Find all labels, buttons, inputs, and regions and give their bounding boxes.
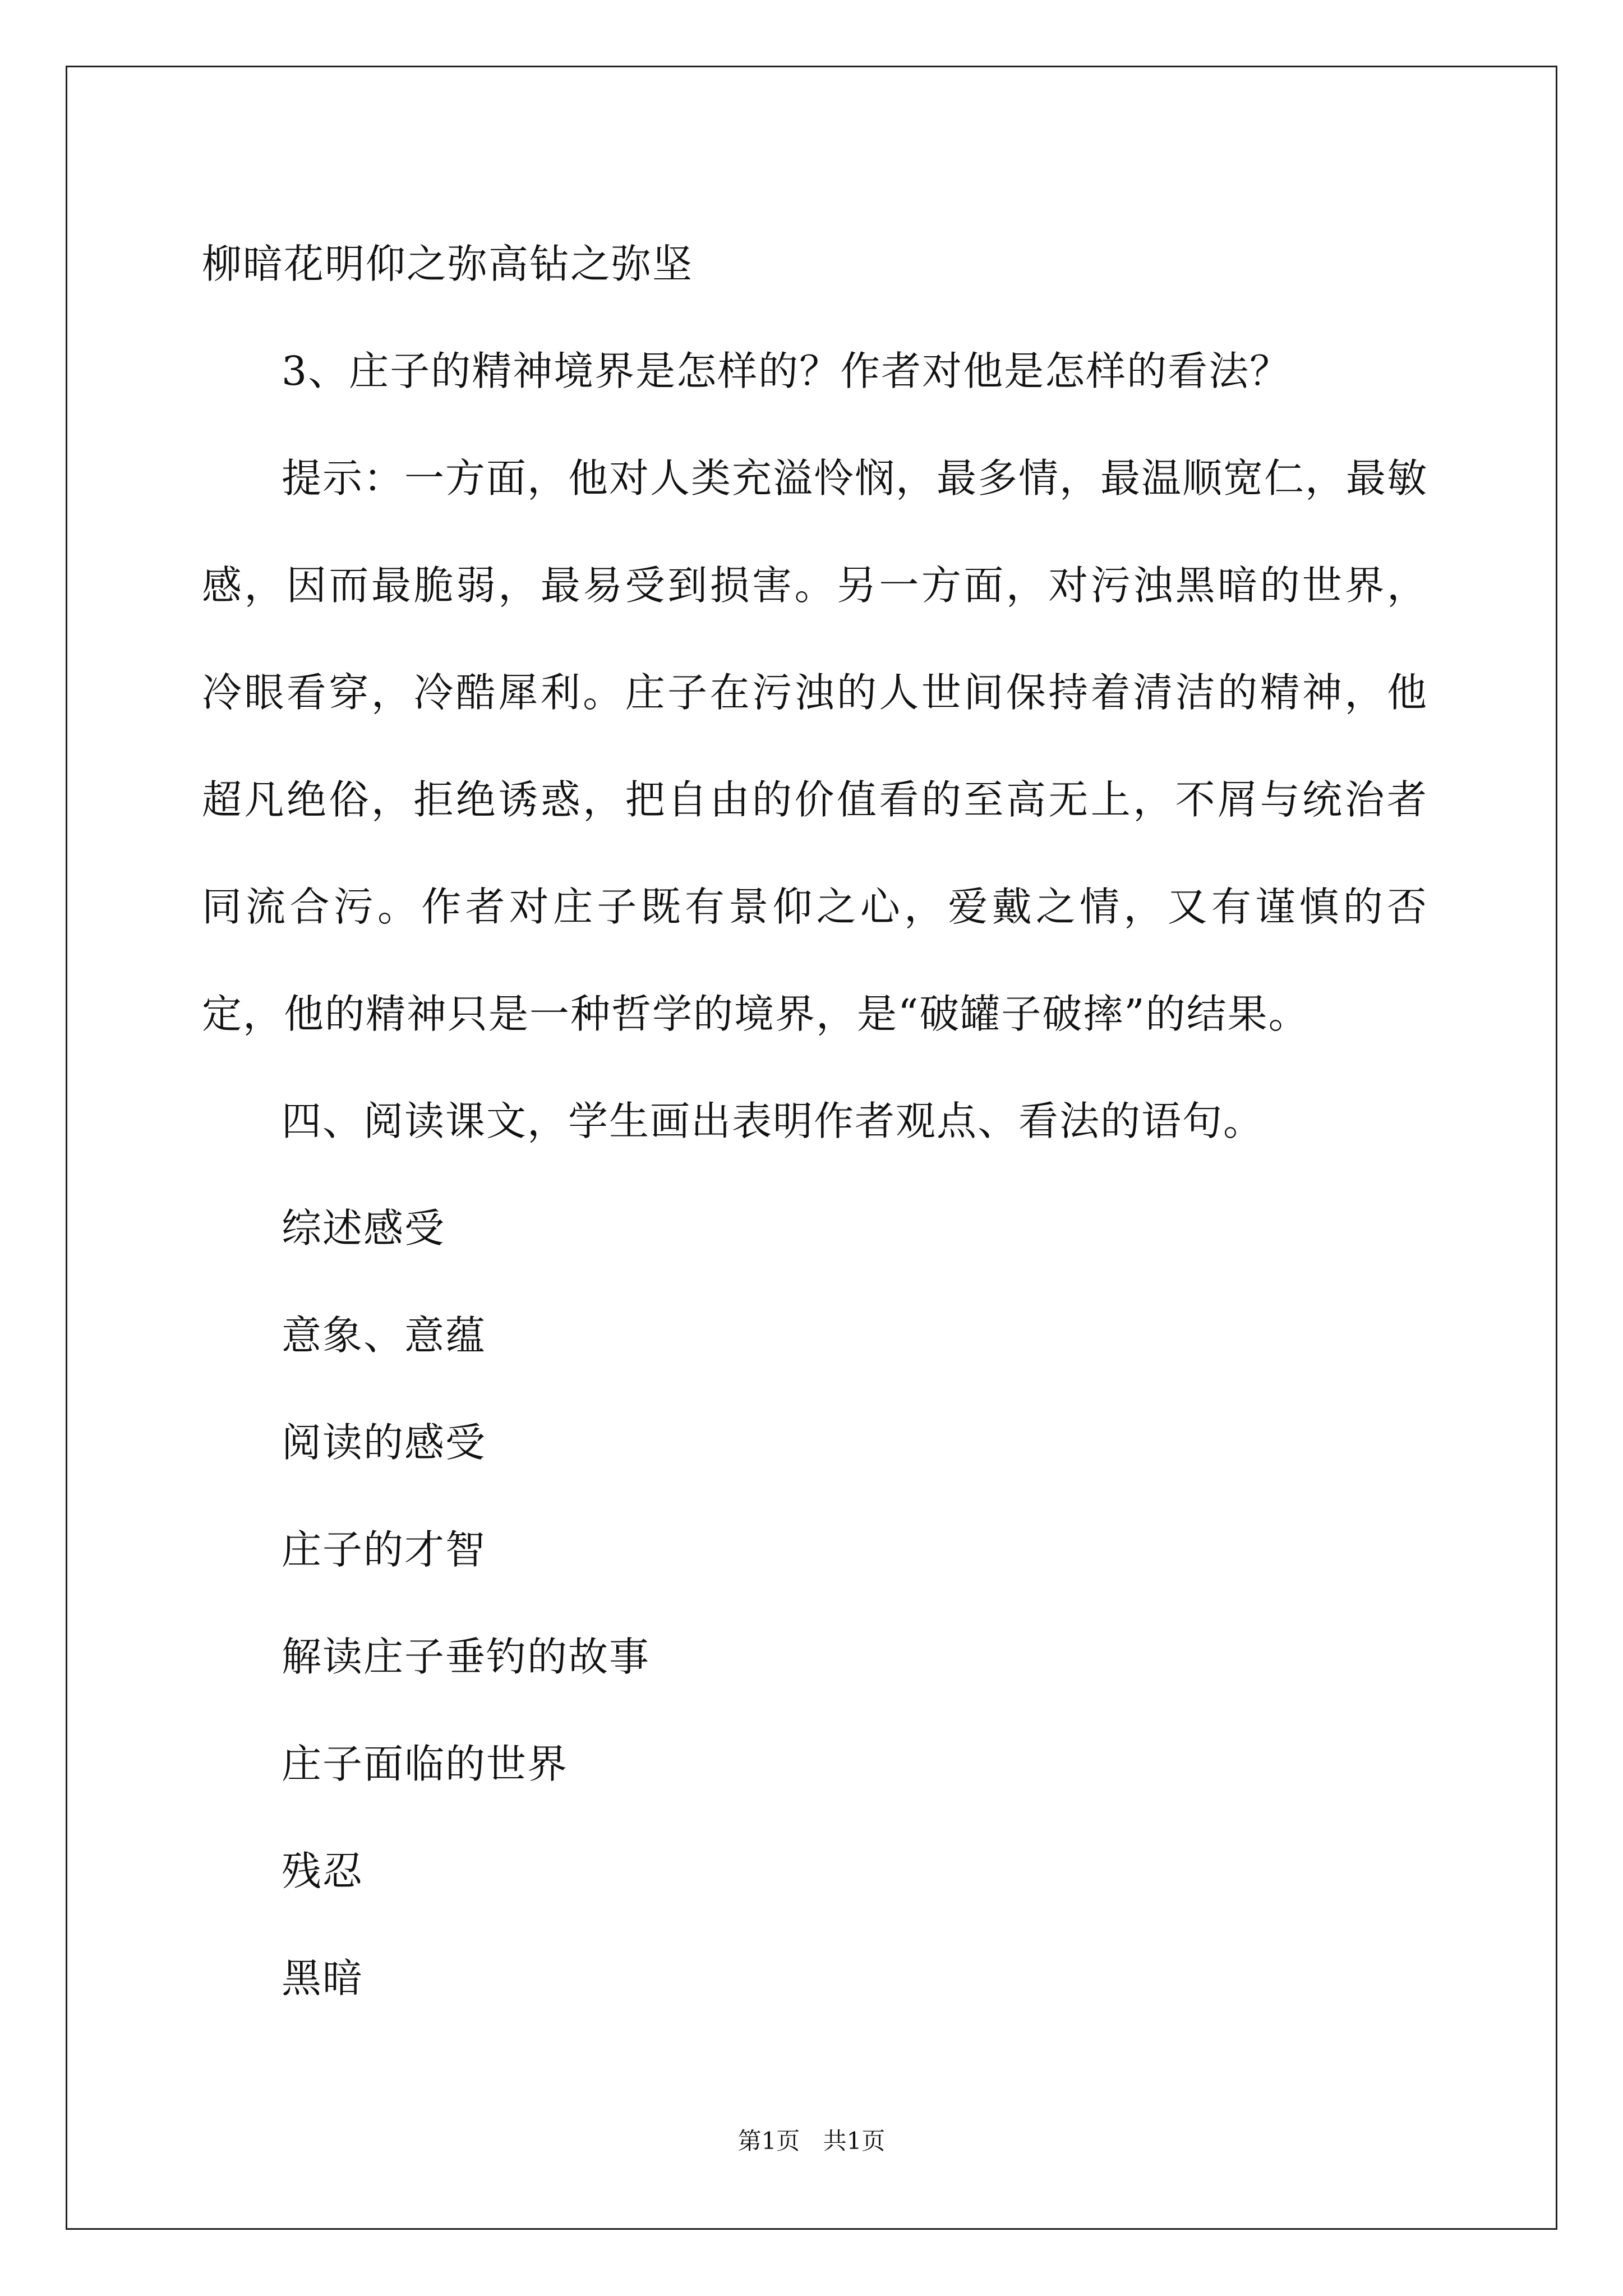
list-item: 庄子的才智 xyxy=(282,1526,487,1573)
paragraph-continuation: 柳暗花明仰之弥高钻之弥坚 xyxy=(202,241,694,287)
document-body xyxy=(202,210,1428,2032)
list-item: 意象、意蕴 xyxy=(282,1312,487,1359)
list-item: 阅读的感受 xyxy=(282,1419,487,1466)
list-item: 庄子面临的世界 xyxy=(282,1741,569,1787)
hint-paragraph: 提示：一方面，他对人类充溢怜悯，最多情，最温顺宽仁，最敏感，因而最脆弱，最易受到损害。另一方面，对污浊黑暗的世界，冷眼看穿，冷酷犀利。庄子在污浊的人世间保持着清洁的精神，他超凡绝俗，拒绝诱惑，把自由的价值看的至高无上，不屑与统治者同流合污。作者对庄子既有景仰之心，爱戴之情，又有谨慎的否定，他的精神只是一种哲学的境界，是“破罐子破摔”的结果。 xyxy=(202,455,1428,1037)
page-total: 共1页 xyxy=(823,2127,886,2155)
list-item: 残忍 xyxy=(282,1848,364,1894)
page-footer xyxy=(0,2124,1623,2158)
list-item: 黑暗 xyxy=(282,1955,364,2001)
list-item: 综述感受 xyxy=(282,1205,446,1251)
list-item: 解读庄子垂钓的故事 xyxy=(282,1634,651,1680)
page-number: 第1页 xyxy=(737,2127,800,2155)
section-heading: 四、阅读课文，学生画出表明作者观点、看法的语句。 xyxy=(282,1098,1265,1144)
question-heading: 3、庄子的精神境界是怎样的？作者对他是怎样的看法？ xyxy=(282,348,1291,394)
